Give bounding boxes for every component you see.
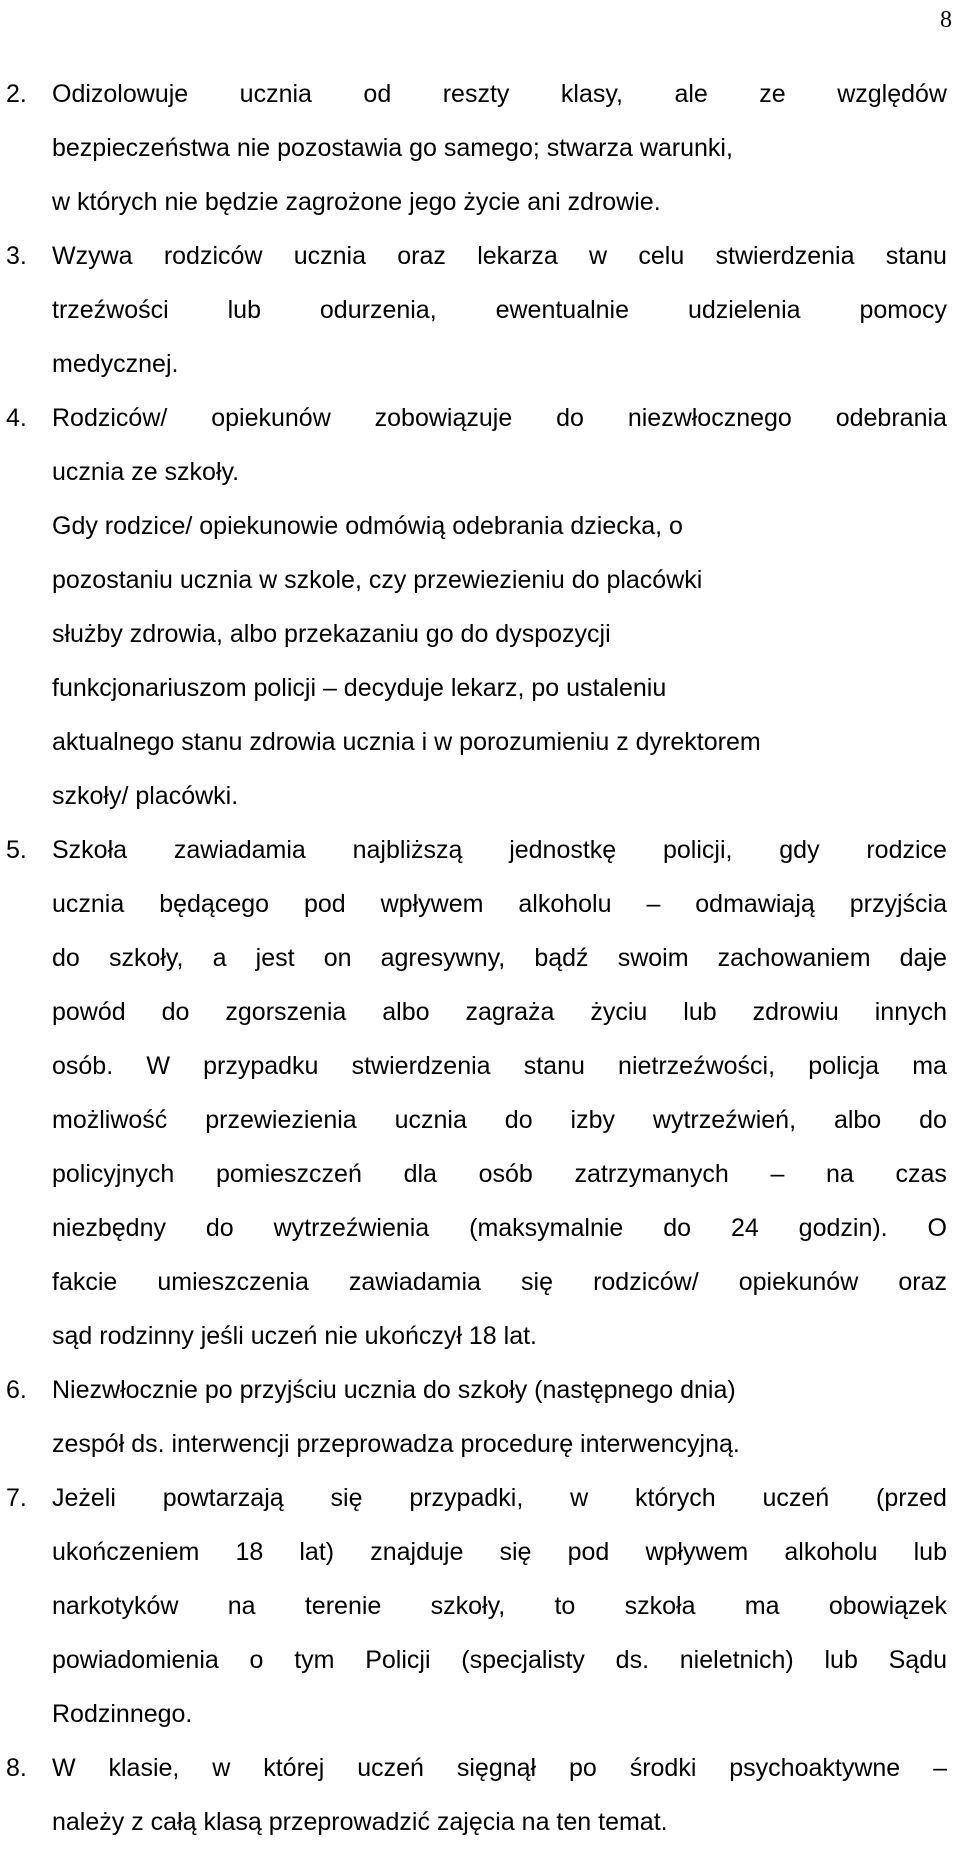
item-text-line: niezbędny do wytrzeźwienia (maksymalnie do 24 godzin). O [52, 1214, 947, 1242]
item-text-line: ucznia będącego pod wpływem alkoholu – odmawiają przyjścia [52, 890, 947, 918]
page-number: 8 [940, 7, 952, 33]
item-text-line: policyjnych pomieszczeń dla osób zatrzymanych – na czas [52, 1160, 947, 1188]
item-number: 7. [6, 1484, 27, 1512]
item-text-line: Rodzinnego. [52, 1700, 193, 1728]
item-text-line: Niezwłocznie po przyjściu ucznia do szkoły (następnego dnia) [52, 1376, 736, 1404]
item-number: 3. [6, 242, 27, 270]
item-text-line: szkoły/ placówki. [52, 782, 239, 810]
item-text-line: Odizolowuje ucznia od reszty klasy, ale ze względów [52, 80, 947, 108]
item-number: 8. [6, 1754, 27, 1782]
item-text-line: medycznej. [52, 350, 179, 378]
item-text-line: W klasie, w której uczeń sięgnął po środki psychoaktywne – [52, 1754, 947, 1782]
item-text-line: pozostaniu ucznia w szkole, czy przewiezieniu do placówki [52, 566, 703, 594]
item-number: 6. [6, 1376, 27, 1404]
item-text-line: należy z całą klasą przeprowadzić zajęcia na ten temat. [52, 1808, 668, 1836]
item-text-line: możliwość przewiezienia ucznia do izby wytrzeźwień, albo do [52, 1106, 947, 1134]
item-number: 2. [6, 80, 27, 108]
item-text-line: narkotyków na terenie szkoły, to szkoła ma obowiązek [52, 1592, 947, 1620]
item-text-line: w których nie będzie zagrożone jego życie ani zdrowie. [52, 188, 661, 216]
item-text-line: ukończeniem 18 lat) znajduje się pod wpływem alkoholu lub [52, 1538, 947, 1566]
item-text-line: aktualnego stanu zdrowia ucznia i w porozumieniu z dyrektorem [52, 728, 761, 756]
item-text-line: trzeźwości lub odurzenia, ewentualnie udzielenia pomocy [52, 296, 947, 324]
item-text-line: Gdy rodzice/ opiekunowie odmówią odebrania dziecka, o [52, 512, 683, 540]
item-text-line: ucznia ze szkoły. [52, 458, 240, 486]
item-text-line: funkcjonariuszom policji – decyduje lekarz, po ustaleniu [52, 674, 667, 702]
item-number: 5. [6, 836, 27, 864]
item-text-line: Jeżeli powtarzają się przypadki, w których uczeń (przed [52, 1484, 947, 1512]
item-text-line: do szkoły, a jest on agresywny, bądź swoim zachowaniem daje [52, 944, 947, 972]
item-text-line: Szkoła zawiadamia najbliższą jednostkę policji, gdy rodzice [52, 836, 947, 864]
item-text-line: fakcie umieszczenia zawiadamia się rodziców/ opiekunów oraz [52, 1268, 947, 1296]
item-number: 4. [6, 404, 27, 432]
item-text-line: osób. W przypadku stwierdzenia stanu nietrzeźwości, policja ma [52, 1052, 947, 1080]
item-text-line: powiadomienia o tym Policji (specjalisty ds. nieletnich) lub Sądu [52, 1646, 947, 1674]
item-text-line: Rodziców/ opiekunów zobowiązuje do niezwłocznego odebrania [52, 404, 947, 432]
item-text-line: bezpieczeństwa nie pozostawia go samego; stwarza warunki, [52, 134, 733, 162]
item-text-line: zespół ds. interwencji przeprowadza procedurę interwencyjną. [52, 1430, 740, 1458]
item-text-line: Wzywa rodziców ucznia oraz lekarza w celu stwierdzenia stanu [52, 242, 947, 270]
item-text-line: sąd rodzinny jeśli uczeń nie ukończył 18 lat. [52, 1322, 537, 1350]
item-text-line: powód do zgorszenia albo zagraża życiu lub zdrowiu innych [52, 998, 947, 1026]
item-text-line: służby zdrowia, albo przekazaniu go do dyspozycji [52, 620, 611, 648]
